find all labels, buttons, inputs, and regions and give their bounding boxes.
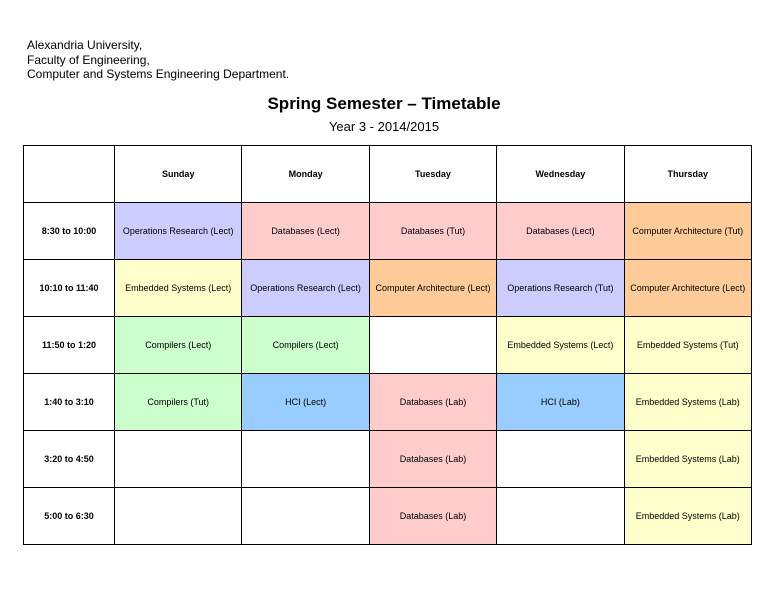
time-slot: 8:30 to 10:00 [24,203,115,260]
course-cell: Databases (Tut) [369,203,496,260]
course-cell: Embedded Systems (Lab) [624,488,751,545]
course-cell: Embedded Systems (Lab) [624,431,751,488]
institution-header [27,38,289,82]
time-slot: 11:50 to 1:20 [24,317,115,374]
course-cell [242,431,369,488]
course-cell: Databases (Lect) [242,203,369,260]
time-slot: 3:20 to 4:50 [24,431,115,488]
course-cell: Databases (Lab) [369,431,496,488]
course-cell [369,317,496,374]
course-cell: Computer Architecture (Lect) [369,260,496,317]
course-cell [497,431,624,488]
course-cell: HCI (Lab) [497,374,624,431]
table-row [24,431,752,488]
department-name: Computer and Systems Engineering Department. [27,67,290,81]
day-header: Thursday [624,146,751,203]
course-cell: Operations Research (Lect) [242,260,369,317]
timetable [23,145,752,545]
course-cell: HCI (Lect) [242,374,369,431]
course-cell: Compilers (Lect) [242,317,369,374]
table-row [24,374,752,431]
table-row [24,317,752,374]
course-cell: Databases (Lab) [369,374,496,431]
course-cell: Computer Architecture (Lect) [624,260,751,317]
day-header-row [24,146,752,203]
table-row [24,260,752,317]
course-cell: Databases (Lab) [369,488,496,545]
course-cell: Compilers (Lect) [115,317,242,374]
course-cell: Embedded Systems (Lab) [624,374,751,431]
page-subtitle: Year 3 - 2014/2015 [328,119,440,134]
page-title: Spring Semester – Timetable [267,94,501,113]
course-cell: Operations Research (Tut) [497,260,624,317]
course-cell: Computer Architecture (Tut) [624,203,751,260]
course-cell: Embedded Systems (Tut) [624,317,751,374]
course-cell: Databases (Lect) [497,203,624,260]
time-slot: 10:10 to 11:40 [24,260,115,317]
faculty-name: Faculty of Engineering, [27,52,150,67]
course-cell [115,431,242,488]
course-cell [115,488,242,545]
time-slot: 5:00 to 6:30 [24,488,115,545]
course-cell: Compilers (Tut) [115,374,242,431]
course-cell: Embedded Systems (Lect) [497,317,624,374]
timetable-body [24,203,752,545]
time-slot: 1:40 to 3:10 [24,374,115,431]
day-header: Sunday [115,146,242,203]
course-cell [497,488,624,545]
day-header: Tuesday [369,146,496,203]
course-cell: Operations Research (Lect) [115,203,242,260]
corner-cell [24,146,115,203]
course-cell [242,488,369,545]
day-header: Monday [242,146,369,203]
table-row [24,203,752,260]
day-header: Wednesday [497,146,624,203]
table-row [24,488,752,545]
course-cell: Embedded Systems (Lect) [115,260,242,317]
university-name: Alexandria University, [27,38,143,52]
